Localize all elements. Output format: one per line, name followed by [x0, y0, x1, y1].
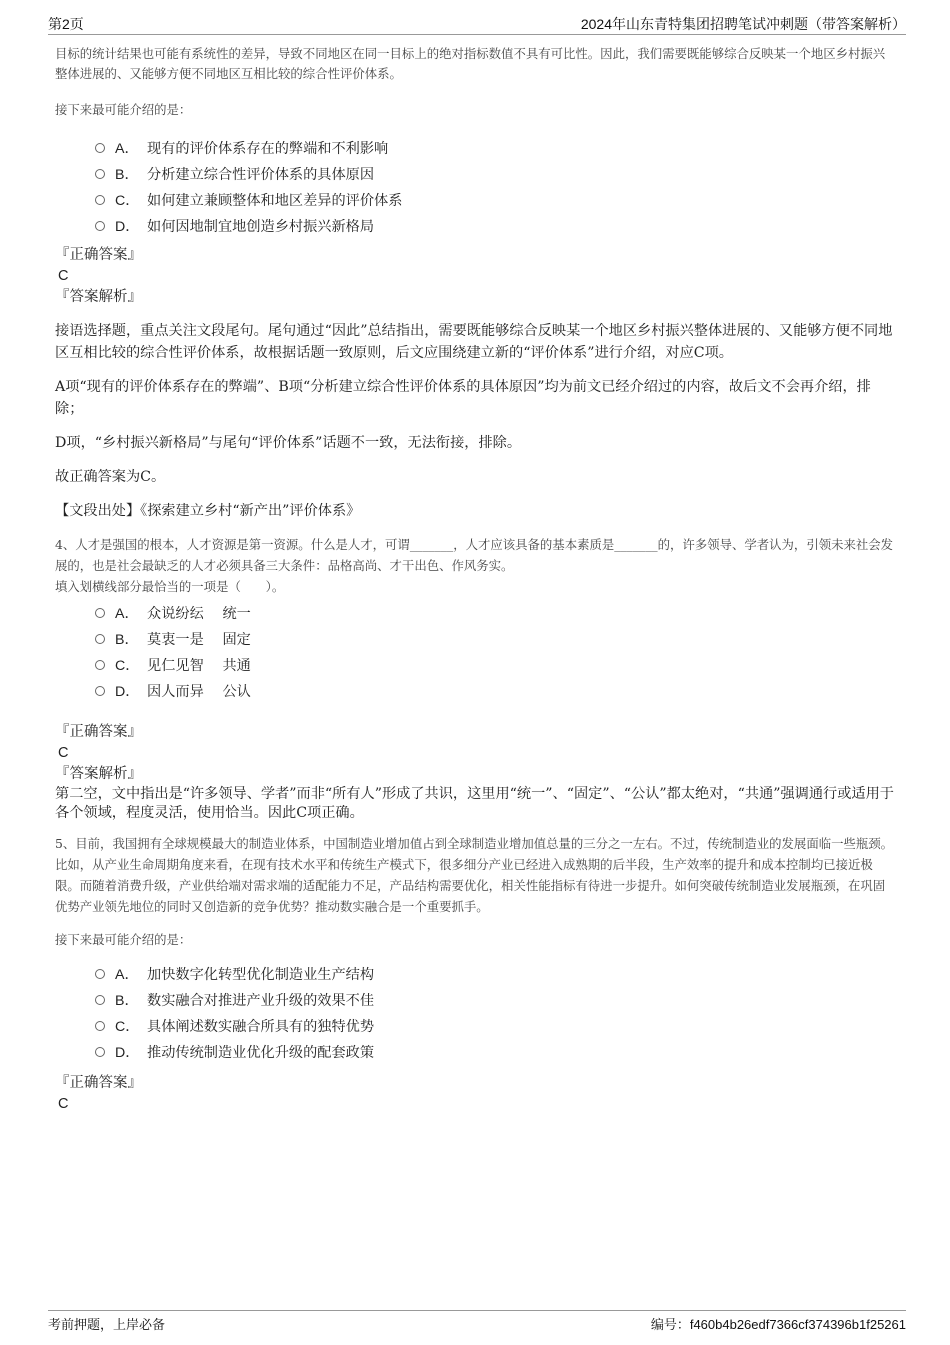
q5-answer-label: 『正确答案』	[55, 1075, 142, 1091]
q3-analysis-3: D项，“乡村振兴新格局”与尾句“评价体系”话题不一致，无法衔接，排除。	[55, 435, 522, 451]
page-number: 第2页	[48, 16, 84, 32]
radio-icon[interactable]	[95, 221, 105, 231]
q3-answer: C	[58, 268, 69, 284]
q5-option-a[interactable]: A． 加快数字化转型优化制造业生产结构	[95, 962, 896, 988]
q3-prompt: 接下来最可能介绍的是：	[55, 102, 192, 117]
radio-icon[interactable]	[95, 995, 105, 1005]
q3-analysis-label: 『答案解析』	[55, 289, 142, 305]
q5-prompt: 接下来最可能介绍的是：	[55, 932, 192, 947]
radio-icon[interactable]	[95, 969, 105, 979]
q3-option-d[interactable]: D． 如何因地制宜地创造乡村振兴新格局	[95, 214, 896, 240]
page-footer	[48, 1310, 906, 1333]
q4-option-c[interactable]: C． 见仁见智 共通	[95, 653, 896, 679]
q3-option-a[interactable]: A． 现有的评价体系存在的弊端和不利影响	[95, 136, 896, 162]
q3-analysis-1: 接语选择题，重点关注文段尾句。尾句通过“因此”总结指出，需要既能够综合反映某一个地区乡村振兴整体进展的、又能够方便不同地区互相比较的综合性评价体系，故根据话题一致原则，后文应围绕建立新的“评价体系”进行介绍，对应C项。	[55, 323, 893, 361]
page-header	[48, 12, 906, 35]
radio-icon[interactable]	[95, 608, 105, 618]
q5-option-d[interactable]: D． 推动传统制造业优化升级的配套政策	[95, 1040, 896, 1066]
main-content	[55, 44, 896, 1114]
radio-icon[interactable]	[95, 143, 105, 153]
radio-icon[interactable]	[95, 1021, 105, 1031]
radio-icon[interactable]	[95, 660, 105, 670]
q4-option-a[interactable]: A． 众说纷纭 统一	[95, 601, 896, 627]
q4-text: 4、人才是强国的根本，人才资源是第一资源。什么是人才，可谓_______，人才应该具备的基本素质是_______的，许多领导、学者认为，引领未来社会发展的，也是社会最缺乏的人才必须具备三大条件：品格高尚、才干出色、作风务实。	[55, 537, 894, 573]
q3-source: 【文段出处】《探索建立乡村“新产出”评价体系》	[55, 503, 361, 519]
q3-option-b[interactable]: B． 分析建立综合性评价体系的具体原因	[95, 162, 896, 188]
q3-passage: 目标的统计结果也可能有系统性的差异，导致不同地区在同一目标上的绝对指标数值不具有可比性。因此，我们需要既能够综合反映某一个地区乡村振兴整体进展的、又能够方便不同地区互相比较的综合性评价体系。	[55, 46, 886, 81]
document-id: 编号：f460b4b26edf7366cf374396b1f25261	[650, 1317, 906, 1332]
q5-options	[95, 962, 896, 1066]
q4-analysis: 第二空，文中指出是“许多领导、学者”而非“所有人”形成了共识，这里用“统一”、“固定”、“公认”都太绝对，“共通”强调通行或适用于各个领域，程度灵活，使用恰当。因此C项正确。	[55, 786, 894, 821]
q3-answer-label: 『正确答案』	[55, 247, 142, 263]
q4-answer-label: 『正确答案』	[55, 724, 142, 740]
radio-icon[interactable]	[95, 169, 105, 179]
q3-analysis-4: 故正确答案为C。	[55, 469, 166, 485]
q4-options	[95, 601, 896, 705]
q4-option-d[interactable]: D． 因人而异 公认	[95, 679, 896, 705]
footer-slogan: 考前押题，上岸必备	[48, 1318, 166, 1333]
document-title: 2024年山东青特集团招聘笔试冲刺题（带答案解析）	[580, 16, 906, 32]
q5-text: 5、目前，我国拥有全球规模最大的制造业体系，中国制造业增加值占到全球制造业增加值总量的三分之一左右。不过，传统制造业的发展面临一些瓶颈。比如，从产业生命周期角度来看，在现有技术水平和传统生产模式下，很多细分产业已经进入成熟期的后半段，生产效率的提升和成本控制均已接近极限。而随着消费升级，产业供给端对需求端的适配能力不足，产品结构需要优化，相关性能指标有待进一步提升。如何突破传统制造业发展瓶颈，在巩固优势产业领先地位的同时又创造新的竞争优势？推动数实融合是一个重要抓手。	[55, 836, 894, 914]
q5-answer: C	[58, 1096, 69, 1112]
q4-analysis-label: 『答案解析』	[55, 766, 142, 782]
q4-prompt: 填入划横线部分最恰当的一项是（ ）。	[55, 579, 285, 594]
q5-option-b[interactable]: B． 数实融合对推进产业升级的效果不佳	[95, 988, 896, 1014]
q3-analysis-2: A项“现有的评价体系存在的弊端”、B项“分析建立综合性评价体系的具体原因”均为前文已经介绍过的内容，故后文不会再介绍，排除；	[55, 379, 871, 417]
q3-option-c[interactable]: C． 如何建立兼顾整体和地区差异的评价体系	[95, 188, 896, 214]
radio-icon[interactable]	[95, 686, 105, 696]
radio-icon[interactable]	[95, 195, 105, 205]
radio-icon[interactable]	[95, 634, 105, 644]
q4-answer: C	[58, 745, 69, 761]
q4-option-b[interactable]: B． 莫衷一是 固定	[95, 627, 896, 653]
q3-options	[95, 136, 896, 240]
radio-icon[interactable]	[95, 1047, 105, 1057]
q5-option-c[interactable]: C． 具体阐述数实融合所具有的独特优势	[95, 1014, 896, 1040]
